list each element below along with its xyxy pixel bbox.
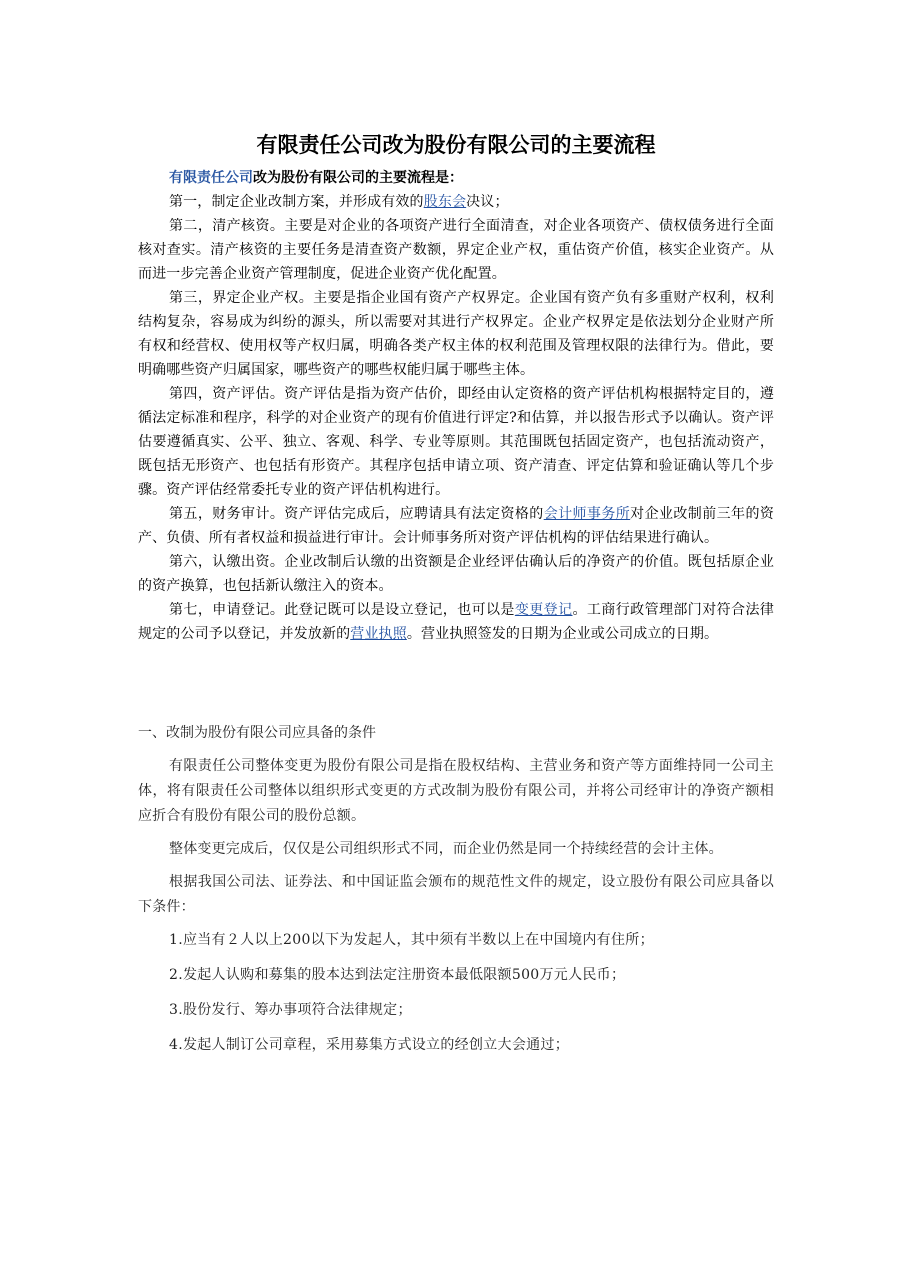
document-page — [138, 128, 774, 1068]
section-paragraph: 整体变更完成后，仅仅是公司组织形式不同，而企业仍然是同一个持续经营的会计主体。 — [169, 841, 723, 857]
condition-item: 3.股份发行、筹办事项符合法律规定； — [169, 1002, 412, 1018]
section-paragraph: 有限责任公司整体变更为股份有限公司是指在股权结构、主营业务和资产等方面维持同一公司主体，将有限责任公司整体以组织形式变更的方式改制为股份有限公司，并将公司经审计的净资产额相应折合有股份有限公司的股份总额。 — [138, 758, 774, 824]
change-registration-link[interactable]: 变更登记 — [514, 602, 573, 618]
step-6: 第六，认缴出资。企业改制后认缴的出资额是企业经评估确认后的净资产的价值。既包括原企业的资产换算，也包括新认缴注入的资本。 — [138, 554, 774, 594]
step-4: 第四，资产评估。资产评估是指为资产估价，即经由认定资格的资产评估机构根据特定目的，遵循法定标准和程序，科学的对企业资产的现有价值进行评定?和估算，并以报告形式予以确认。资产评估要遵循真实、公平、独立、客观、科学、专业等原则。其范围既包括固定资产，也包括流动资产，既包括无形资产、也包括有形资产。其程序包括申请立项、资产清查、评定估算和验证确认等几个步骤。资产评估经常委托专业的资产评估机构进行。 — [138, 386, 774, 498]
step-1: 第一，制定企业改制方案，并形成有效的股东会决议； — [169, 194, 509, 210]
lead-line: 有限责任公司改为股份有限公司的主要流程是： — [169, 170, 463, 186]
lead-link[interactable]: 有限责任公司 — [169, 170, 253, 186]
business-license-link[interactable]: 营业执照 — [350, 626, 407, 642]
document-title: 有限责任公司改为股份有限公司的主要流程 — [256, 133, 656, 157]
step-7: 第七，申请登记。此登记既可以是设立登记，也可以是变更登记。工商行政管理部门对符合法律规定的公司予以登记，并发放新的营业执照。营业执照签发的日期为企业或公司成立的日期。 — [138, 602, 774, 642]
step-2: 第二，清产核资。主要是对企业的各项资产进行全面清查，对企业各项资产、债权债务进行全面核对查实。清产核资的主要任务是清查资产数额，界定企业产权，重估资产价值，核实企业资产。从而进一步完善企业资产管理制度，促进企业资产优化配置。 — [138, 218, 774, 282]
step-3: 第三，界定企业产权。主要是指企业国有资产产权界定。企业国有资产负有多重财产权利，权利结构复杂，容易成为纠纷的源头，所以需要对其进行产权界定。企业产权界定是依法划分企业财产所有权和经营权、使用权等产权归属，明确各类产权主体的权利范围及管理权限的法律行为。借此，要明确哪些资产归属国家，哪些资产的哪些权能归属于哪些主体。 — [138, 290, 774, 378]
shareholders-meeting-link[interactable]: 股东会 — [423, 194, 467, 210]
accounting-firm-link[interactable]: 会计师事务所 — [543, 506, 631, 522]
condition-item: 1.应当有２人以上200以下为发起人，其中须有半数以上在中国境内有住所； — [169, 932, 654, 948]
condition-item: 2.发起人认购和募集的股本达到法定注册资本最低限额500万元人民币； — [169, 967, 626, 983]
step-5: 第五，财务审计。资产评估完成后，应聘请具有法定资格的会计师事务所对企业改制前三年的资产、负债、所有者权益和损益进行审计。会计师事务所对资产评估机构的评估结果进行确认。 — [138, 506, 775, 546]
condition-item: 4.发起人制订公司章程，采用募集方式设立的经创立大会通过； — [169, 1037, 570, 1053]
section-paragraph: 根据我国公司法、证券法、和中国证监会颁布的规范性文件的规定，设立股份有限公司应具备以下条件： — [138, 874, 774, 915]
section-title: 一、改制为股份有限公司应具备的条件 — [138, 725, 376, 741]
